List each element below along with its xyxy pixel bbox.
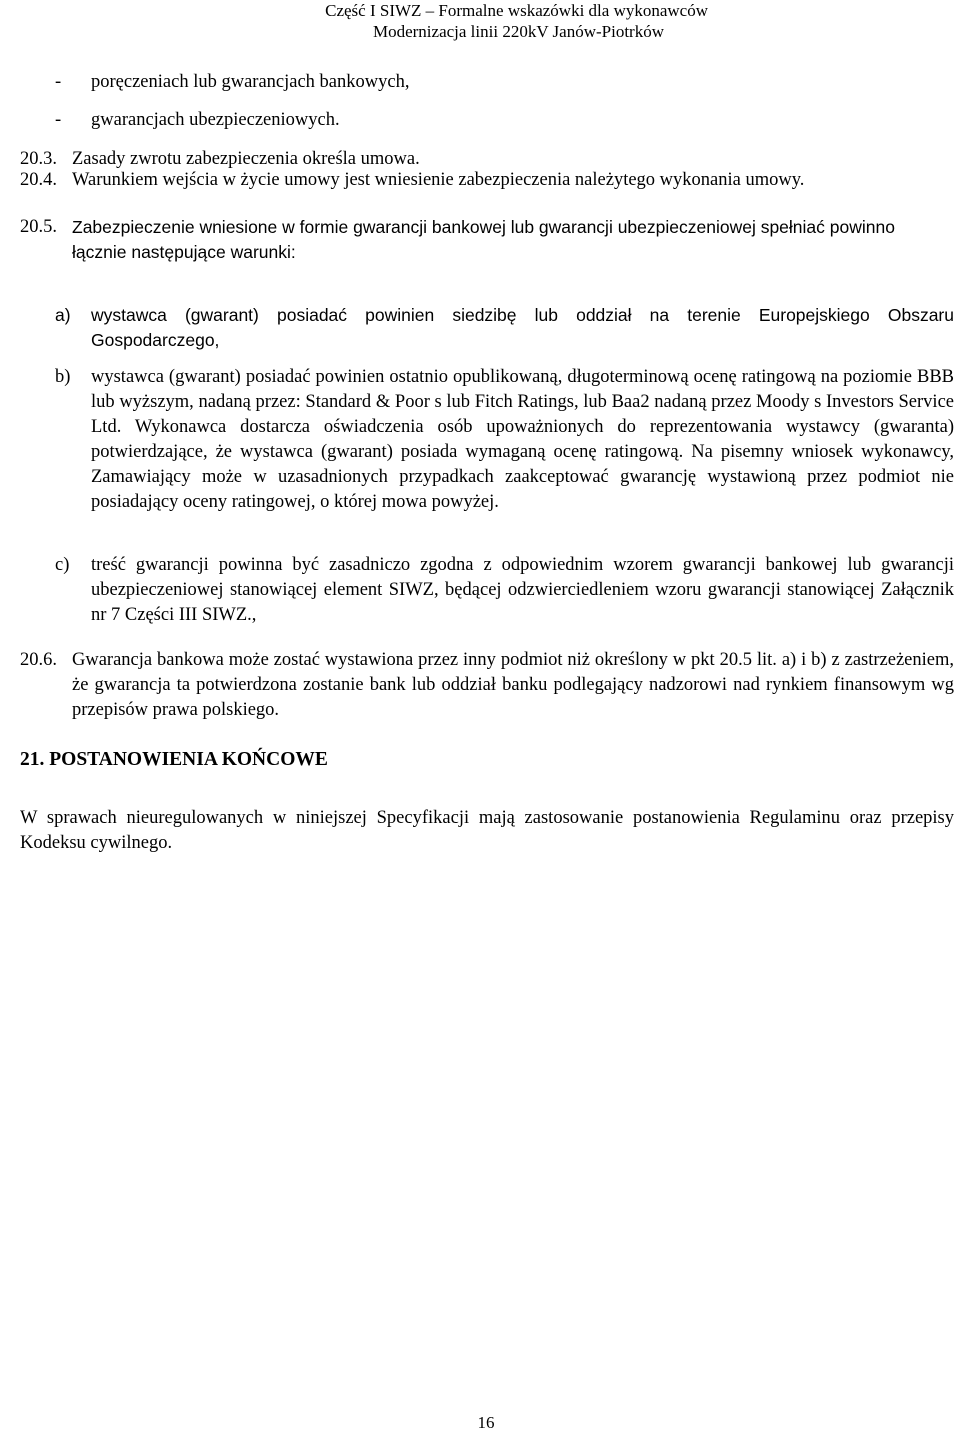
header-project-title: Modernizacja linii 220kV Janów-Piotrków bbox=[372, 22, 664, 41]
dash-list-item bbox=[55, 70, 409, 95]
section-number: 20.6. bbox=[20, 650, 57, 670]
item-letter: c) bbox=[55, 555, 70, 575]
dash-item-text: gwarancjach ubezpieczeniowych. bbox=[91, 110, 340, 130]
item-text: treść gwarancji powinna być zasadniczo zgodna z odpowiednim wzorem gwarancji bankowej lub gwarancji ubezpieczeniowej stanowiącej element SIWZ, będącej odzwierciedleniem wzoru gwarancji stanowiącej Załącznik nr 7 Części III SIWZ., bbox=[91, 555, 954, 625]
dash-list-item bbox=[55, 108, 340, 133]
section-text: Zasady zwrotu zabezpieczenia określa umowa. bbox=[72, 149, 420, 169]
dash-item-text: poręczeniach lub gwarancjach bankowych, bbox=[91, 72, 410, 92]
section-number: 20.3. bbox=[20, 149, 57, 169]
header-document-part: Część I SIWZ – Formalne wskazówki dla wykonawców bbox=[325, 1, 708, 20]
item-letter: b) bbox=[55, 367, 71, 387]
section-text: Warunkiem wejścia w życie umowy jest wniesienie zabezpieczenia należytego wykonania umowy. bbox=[72, 170, 805, 190]
item-text: wystawca (gwarant) posiadać powinien siedzibę lub oddział na terenie Europejskiego Obszaru Gospodarczego, bbox=[91, 305, 954, 350]
section-text: Zabezpieczenie wniesione w formie gwarancji bankowej lub gwarancji ubezpieczeniowej spełniać powinno łącznie następujące warunki: bbox=[72, 217, 895, 262]
item-letter: a) bbox=[55, 305, 71, 325]
section-number: 20.4. bbox=[20, 170, 57, 190]
item-text: wystawca (gwarant) posiadać powinien ostatnio opublikowaną, długoterminową ocenę ratingową na poziomie BBB lub wyższym, nadaną przez: Standard & Poor s lub Fitch Ratings, lub Baa2 nadaną przez Moody s Investors Service Ltd. Wykonawca dostarcza oświadczenia osób upoważnionych do reprezentowania wystawcy (gwaranta) potwierdzające, że wystawca (gwarant) posiada wymaganą ocenę ratingową. Na pisemny wniosek wykonawcy, Zamawiający może w uzasadnionych przypadkach zaakceptować gwarancję wystawioną przez podmiot nie posiadający oceny ratingowej, o której mowa powyżej. bbox=[91, 367, 954, 512]
section-number: 20.5. bbox=[20, 217, 57, 237]
page-header bbox=[0, 0, 960, 44]
section-21-heading: 21. POSTANOWIENIA KOŃCOWE bbox=[20, 749, 328, 770]
dash-bullet: - bbox=[55, 72, 62, 92]
section-text: Gwarancja bankowa może zostać wystawiona przez inny podmiot niż określony w pkt 20.5 lit. a) i b) z zastrzeżeniem, że gwarancja ta potwierdzona zostanie bank lub oddział banku podlegający nadzorowi nad rynkiem finansowym wg przepisów prawa polskiego. bbox=[72, 650, 954, 720]
section-21-paragraph: W sprawach nieuregulowanych w niniejszej Specyfikacji mają zastosowanie postanowienia Regulaminu oraz przepisy Kodeksu cywilnego. bbox=[20, 808, 954, 853]
dash-bullet: - bbox=[55, 110, 62, 130]
page-number: 16 bbox=[477, 1413, 495, 1432]
